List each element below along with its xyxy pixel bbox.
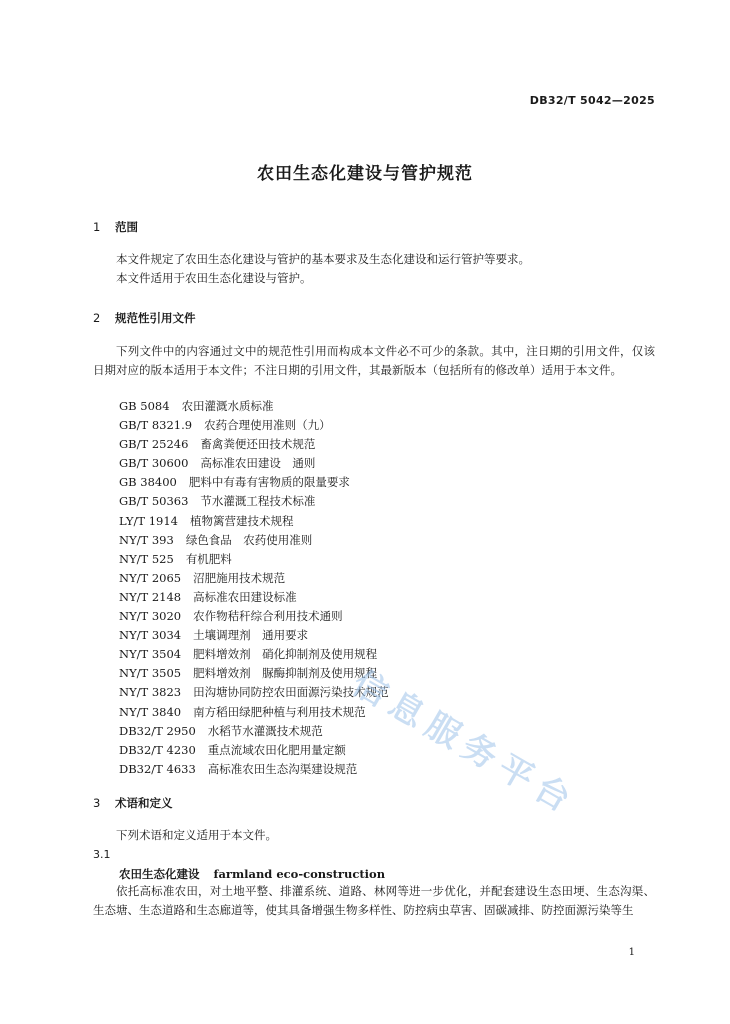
section-number: 1 [93, 220, 101, 234]
section-title: 规范性引用文件 [115, 311, 196, 325]
reference-item [119, 492, 389, 511]
reference-item [119, 435, 389, 454]
reference-title: 节水灌溉工程技术标准 [200, 494, 316, 509]
reference-item [119, 473, 389, 492]
reference-title: 农作物秸秆综合利用技术通则 [193, 609, 343, 624]
reference-item [119, 664, 389, 683]
reference-title: 高标准农田建设 通则 [200, 456, 316, 471]
page-number: 1 [628, 947, 635, 958]
reference-code: NY/T 525 [119, 551, 174, 566]
reference-code: DB32/T 4230 [119, 742, 196, 757]
term-definition: 依托高标准农田，对土地平整、排灌系统、道路、林网等进一步优化，并配套建设生态田埂、生态沟渠、生态塘、生态道路和生态廊道等，使其具备增强生物多样性、防控病虫草害、固碳减排、防控面源污染等生 [93, 884, 655, 917]
term-heading [119, 866, 385, 882]
document-title: 农田生态化建设与管护规范 [257, 164, 473, 184]
reference-code: DB32/T 2950 [119, 723, 196, 738]
reference-item [119, 512, 389, 531]
reference-title: 有机肥料 [185, 551, 232, 566]
reference-title: 土壤调理剂 通用要求 [193, 628, 309, 643]
reference-title: 肥料中有毒有害物质的限量要求 [188, 475, 350, 490]
reference-code: NY/T 3505 [119, 666, 182, 681]
reference-title: 肥料增效剂 脲酶抑制剂及使用规程 [193, 666, 378, 681]
reference-code: NY/T 2065 [119, 570, 182, 585]
reference-code: GB 38400 [119, 475, 177, 490]
reference-code: NY/T 2148 [119, 589, 182, 604]
section-title: 范围 [115, 220, 138, 234]
reference-item [119, 626, 389, 645]
reference-item [119, 703, 389, 722]
section-number: 3 [93, 796, 101, 810]
document-code: DB32/T 5042—2025 [529, 94, 655, 107]
term-english: farmland eco-construction [213, 867, 386, 881]
reference-item [119, 531, 389, 550]
reference-title: 肥料增效剂 硝化抑制剂及使用规程 [193, 647, 378, 662]
reference-title: 水稻节水灌溉技术规范 [207, 723, 323, 738]
reference-title: 田沟塘协同防控农田面源污染技术规范 [193, 685, 389, 700]
terms-intro: 下列术语和定义适用于本文件。 [116, 828, 277, 842]
section-2-heading [93, 310, 196, 326]
reference-code: GB/T 8321.9 [119, 418, 193, 433]
reference-list [119, 397, 389, 779]
reference-title: 植物篱营建技术规程 [189, 513, 294, 528]
section-1-heading [93, 219, 138, 235]
reference-code: DB32/T 4633 [119, 761, 196, 776]
scope-paragraph-1: 本文件规定了农田生态化建设与管护的基本要求及生态化建设和运行管护等要求。 [116, 252, 530, 266]
reference-item [119, 588, 389, 607]
reference-title: 高标准农田建设标准 [193, 589, 297, 604]
reference-code: NY/T 3504 [119, 647, 182, 662]
reference-title: 农田灌溉水质标准 [181, 399, 274, 413]
reference-item [119, 683, 389, 702]
reference-code: GB 5084 [119, 399, 170, 413]
section-3-heading [93, 795, 173, 811]
reference-item [119, 607, 389, 626]
reference-code: NY/T 3840 [119, 704, 182, 719]
scope-paragraph-2: 本文件适用于农田生态化建设与管护。 [116, 271, 312, 285]
term-number: 3.1 [93, 848, 111, 861]
reference-title: 畜禽粪便还田技术规范 [200, 437, 316, 452]
reference-item [119, 416, 389, 435]
reference-item [119, 741, 389, 760]
reference-code: GB/T 50363 [119, 494, 189, 509]
reference-code: NY/T 393 [119, 532, 174, 547]
reference-title: 南方稻田绿肥种植与利用技术规范 [193, 704, 366, 719]
references-intro: 下列文件中的内容通过文中的规范性引用而构成本文件必不可少的条款。其中，注日期的引用文件，仅该日期对应的版本适用于本文件；不注日期的引用文件，其最新版本（包括所有的修改单）适用于本文件。 [93, 344, 655, 377]
reference-item [119, 454, 389, 473]
reference-item [119, 645, 389, 664]
reference-code: GB/T 30600 [119, 456, 189, 471]
reference-code: NY/T 3823 [119, 685, 182, 700]
reference-item [119, 397, 389, 416]
reference-item [119, 760, 389, 779]
reference-title: 高标准农田生态沟渠建设规范 [207, 761, 358, 776]
reference-title: 重点流域农田化肥用量定额 [207, 742, 346, 757]
section-title: 术语和定义 [115, 796, 173, 810]
reference-title: 绿色食品 农药使用准则 [185, 532, 313, 547]
reference-code: NY/T 3020 [119, 609, 182, 624]
term-chinese: 农田生态化建设 [119, 867, 200, 881]
reference-item [119, 722, 389, 741]
watermark-text: 信息服务平台 [345, 663, 584, 824]
reference-item [119, 550, 389, 569]
reference-title: 农药合理使用准则（九） [204, 418, 331, 433]
reference-code: GB/T 25246 [119, 437, 189, 452]
section-number: 2 [93, 311, 101, 325]
reference-title: 沼肥施用技术规范 [193, 570, 286, 585]
reference-code: NY/T 3034 [119, 628, 182, 643]
reference-code: LY/T 1914 [119, 513, 178, 528]
reference-item [119, 569, 389, 588]
